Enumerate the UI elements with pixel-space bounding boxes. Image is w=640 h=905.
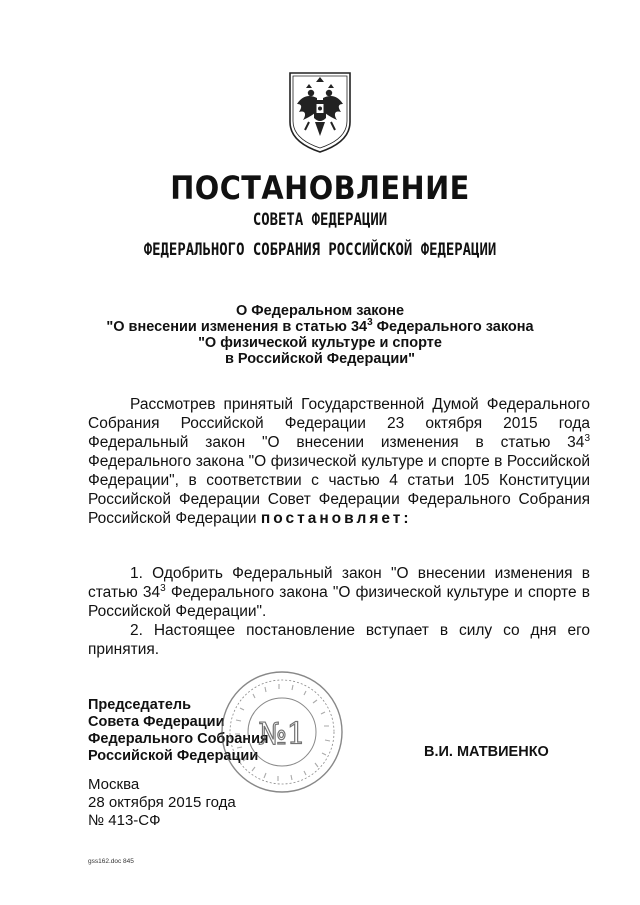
resolves-word: постановляет: [260,510,412,527]
city: Москва [88,776,140,793]
resolution-subject [0,303,640,367]
official-round-seal-icon [218,668,346,796]
subject-line-3: "О физической культуре и спорте [198,335,442,351]
subject-line-1: О Федеральном законе [235,303,405,319]
issuer-line-1: СОВЕТА ФЕДЕРАЦИИ [252,210,388,230]
preamble-paragraph: Рассмотрев принятый Государственной Думой Федерального Собрания Российской Федерации 23 октября 2015 года Федеральный закон "О внесении изменения в статью $34^3$ Федерального закона "О физической культуре и спорте в Российской Федерации", в соответствии с частью 4 статьи 105 Конституции Российской Федерации Совет Федерации Федерального Собрания Российской Федерации постановляет: [88,396,590,527]
item-2: 2. Настоящее постановление вступает в силу со дня его принятия. [88,622,590,658]
document-number: № 413-СФ [88,812,161,829]
subject-line-2: "О внесении изменения в статью $34^3$ Федерального закона [106,317,534,335]
subject-line-4: в Российской Федерации" [224,351,416,367]
file-code: gss162.doc 845 [88,858,134,865]
item-1: 1. Одобрить Федеральный закон "О внесении изменения в статью $34^3$ Федерального закона "О физической культуре и спорте в Российской Федерации". [88,565,590,620]
signatory-title: Председатель Совета Федерации Федерального Собрания Российской Федерации [88,697,269,764]
signatory-name: В.И. МАТВИЕНКО [424,744,549,760]
seal-number: №1 [258,717,306,752]
double-headed-eagle-emblem-icon [287,70,353,154]
issuer-line-2: ФЕДЕРАЛЬНОГО СОБРАНИЯ РОССИЙСКОЙ ФЕДЕРАЦИИ [143,240,497,260]
resolution-items [88,564,590,659]
place-date-number [88,776,236,830]
date: 28 октября 2015 года [88,794,236,811]
document-title: ПОСТАНОВЛЕНИЕ [170,169,470,207]
